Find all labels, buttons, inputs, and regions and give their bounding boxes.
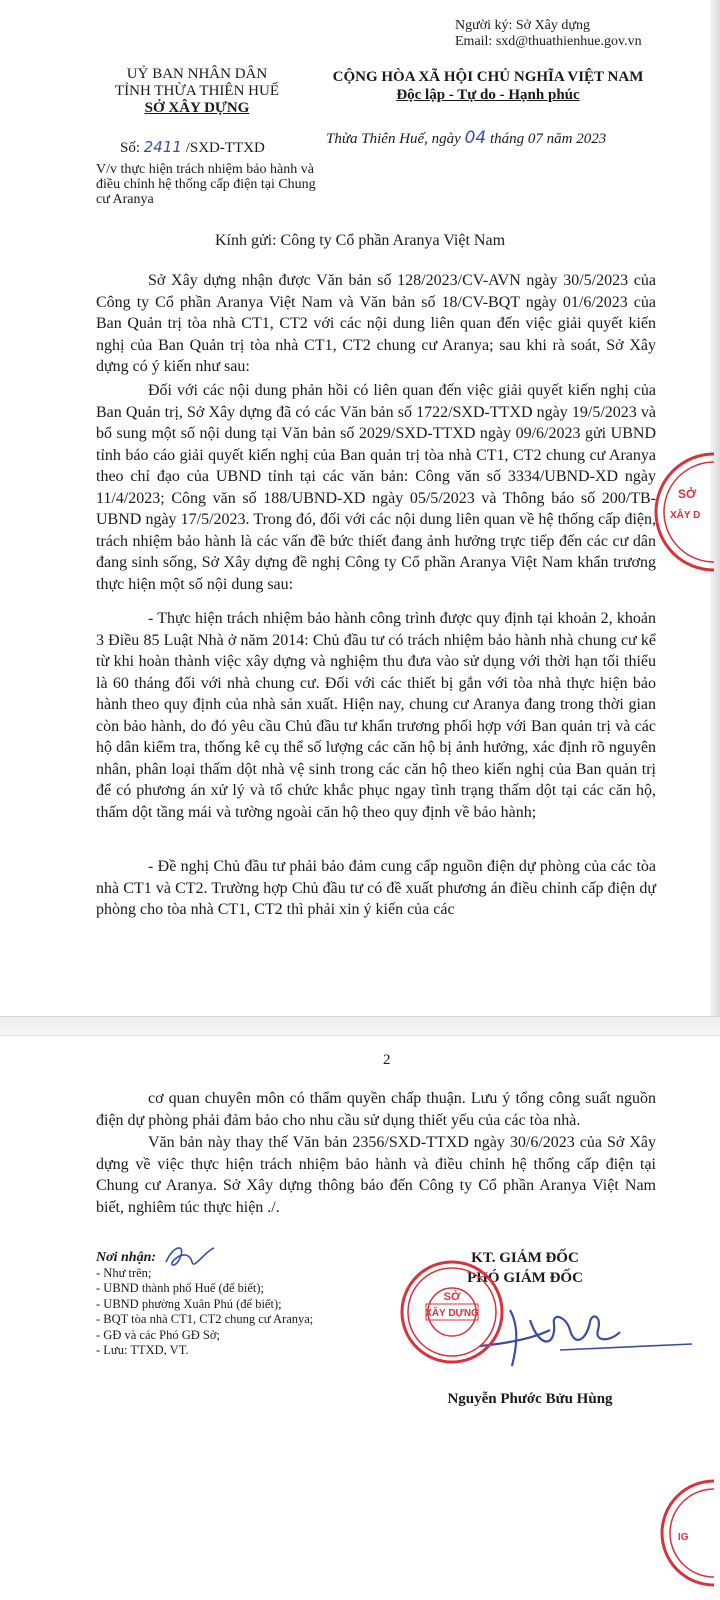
body-paragraph-5: cơ quan chuyên môn có thẩm quyền chấp thuận. Lưu ý tổng công suất nguồn điện dự phòng phải đảm bảo cho nhu cầu sử dụng thiết yếu của các tòa nhà. bbox=[96, 1090, 656, 1129]
signer-full-name: Nguyễn Phước Bửu Hùng bbox=[447, 1391, 613, 1407]
body-paragraph-1: Sở Xây dựng nhận được Văn bản số 128/2023/CV-AVN ngày 30/5/2023 của Công ty Cổ phần Aranya Việt Nam và Văn bản số 18/CV-BQT ngày 01/6/2023 của Ban Quản trị tòa nhà CT1, CT2 với các nội dung liên quan đến việc giải quyết kiến nghị của Ban Quản trị tòa nhà CT1, CT2 chung cư Aranya; sau khi rà soát, Sở Xây dựng có ý kiến như sau: bbox=[96, 272, 656, 375]
initials-scribble bbox=[160, 1240, 220, 1274]
body-paragraph-6: Văn bản này thay thế Văn bản 2356/SXD-TTXD ngày 30/6/2023 của Sở Xây dựng về việc thực hiện trách nhiệm bảo hành và điều chỉnh hệ thống cấp điện tại Chung cư Aranya. Sở Xây dựng thông báo đến Công ty Cổ phần Aranya Việt Nam biết, nghiêm túc thực hiện ./. bbox=[96, 1134, 656, 1216]
body-paragraph-4: - Đề nghị Chủ đầu tư phải bảo đảm cung cấp nguồn điện dự phòng của các tòa nhà CT1 và CT2. Trường hợp Chủ đầu tư có đề xuất phương án điều chỉnh cấp điện dự phòng cho tòa nhà CT1, CT2 thì phải xin ý kiến của các bbox=[96, 858, 656, 918]
edge-stamp-page2 bbox=[642, 1478, 714, 1588]
nation-motto: Độc lập - Tự do - Hạnh phúc bbox=[396, 87, 580, 103]
edge-stamp-page1 bbox=[650, 448, 714, 576]
agency-line-3: SỞ XÂY DỰNG bbox=[144, 100, 250, 116]
doc-no-handwritten: 2411 bbox=[143, 138, 182, 156]
page-number: 2 bbox=[383, 1052, 391, 1068]
signer-email: Email: sxd@thuathienhue.gov.vn bbox=[455, 34, 642, 49]
svg-text:XÂY DỰNG: XÂY DỰNG bbox=[425, 1308, 479, 1319]
recipient-item: - Như trên; bbox=[96, 1265, 152, 1280]
agency-line-2: TỈNH THỪA THIÊN HUẾ bbox=[115, 83, 279, 99]
recipient-item: - UBND thành phố Huế (để biết); bbox=[96, 1281, 265, 1295]
signature-line-2: PHÓ GIÁM ĐỐC bbox=[467, 1270, 583, 1286]
issuing-agency bbox=[92, 66, 302, 117]
recipient-item: - GĐ và các Phó GĐ Sở; bbox=[96, 1327, 220, 1342]
page-separator bbox=[0, 1016, 720, 1036]
place-day-handwritten: 04 bbox=[464, 128, 487, 148]
body-paragraph-2: Đối với các nội dung phản hồi có liên quan đến việc giải quyết kiến nghị của Ban Quản trị, Sở Xây dựng đã có các Văn bản số 1722/SXD-TTXD ngày 19/5/2023 và bổ sung một số nội dung tại Văn bản số 2029/SXD-TTXD ngày 09/6/2023 gửi UBND tỉnh báo cáo giải quyết kiến nghị của Ban quản trị tòa nhà CT1, CT2 chung cư Aranya theo chỉ đạo của UBND tỉnh tại các văn bản: Công văn số 3334/UBND-XD ngày 11/4/2023; Công văn số 188/UBND-XD ngày 05/5/2023 và Thông báo số 200/TB-UBND ngày 17/5/2023. Trong đó, đối với các nội dung liên quan về hệ thống cấp điện, trách nhiệm bảo hành là các vấn đề bức thiết đang ảnh hưởng trực tiếp đến các cư dân đang sinh sống, Sở Xây dựng đề nghị Công ty Cổ phần Aranya Việt Nam khẩn trương thực hiện một số nội dung sau: bbox=[96, 382, 656, 593]
document-number bbox=[120, 138, 265, 157]
doc-no-prefix: Số: bbox=[120, 140, 141, 156]
national-header bbox=[318, 68, 658, 104]
salutation: Kính gửi: Công ty Cổ phần Aranya Việt Nam bbox=[214, 232, 506, 249]
official-red-stamp bbox=[398, 1258, 506, 1366]
signer-name: Người ký: Sở Xây dựng bbox=[455, 18, 590, 33]
recipients-block bbox=[96, 1250, 396, 1359]
recipient-item: - BQT tòa nhà CT1, CT2 chung cư Aranya; bbox=[96, 1312, 314, 1326]
svg-text:XÂY D: XÂY D bbox=[670, 510, 701, 521]
signature-line-1: KT. GIÁM ĐỐC bbox=[471, 1250, 579, 1266]
svg-text:SỞ: SỞ bbox=[678, 487, 697, 501]
nation-line-1: CỘNG HÒA XÃ HỘI CHỦ NGHĨA VIỆT NAM bbox=[332, 69, 644, 85]
digital-signer-info bbox=[455, 18, 642, 50]
doc-no-suffix: /SXD-TTXD bbox=[185, 140, 265, 156]
document-subject: V/v thực hiện trách nhiệm bảo hành và điều chỉnh hệ thống cấp điện tại Chung cư Aranya bbox=[96, 162, 316, 207]
svg-text:IG: IG bbox=[678, 1532, 689, 1543]
svg-text:SỞ: SỞ bbox=[443, 1291, 461, 1303]
recipients-title: Nơi nhận: bbox=[96, 1250, 157, 1265]
place-date bbox=[326, 128, 606, 148]
body-paragraph-3: - Thực hiện trách nhiệm bảo hành công trình được quy định tại khoản 2, khoản 3 Điều 85 Luật Nhà ở năm 2014: Chủ đầu tư có trách nhiệm bảo hành nhà chung cư kể từ khi hoàn thành việc xây dựng và nghiệm thu đưa vào sử dụng với thời hạn tối thiểu là 60 tháng đối với nhà chung cư. Đối với các thiết bị gắn với tòa nhà thực hiện bảo hành theo quy định của nhà sản xuất. Hiện nay, chung cư Aranya đang trong thời gian còn bảo hành, do đó yêu cầu Chủ đầu tư khẩn trương phối hợp với Ban quản trị và các hộ dân kiểm tra, thống kê cụ thể số lượng các căn hộ bị ảnh hưởng, xác định rõ nguyên nhân, phân loại thấm dột nhà vệ sinh trong các căn hộ theo kiến nghị của Ban quản trị để có phương án xử lý và tổ chức khắc phục ngay tình trạng thấm dột tại các căn hộ, thấm dột tầng mái và tường ngoài căn hộ theo quy định về bảo hành; bbox=[96, 610, 656, 821]
place-suffix: tháng 07 năm 2023 bbox=[489, 131, 607, 147]
recipient-item: - UBND phường Xuân Phú (để biết); bbox=[96, 1296, 282, 1311]
place-prefix: Thừa Thiên Huế, ngày bbox=[326, 131, 461, 147]
agency-line-1: UỶ BAN NHÂN DÂN bbox=[126, 66, 268, 82]
recipient-item: - Lưu: TTXD, VT. bbox=[96, 1343, 189, 1357]
